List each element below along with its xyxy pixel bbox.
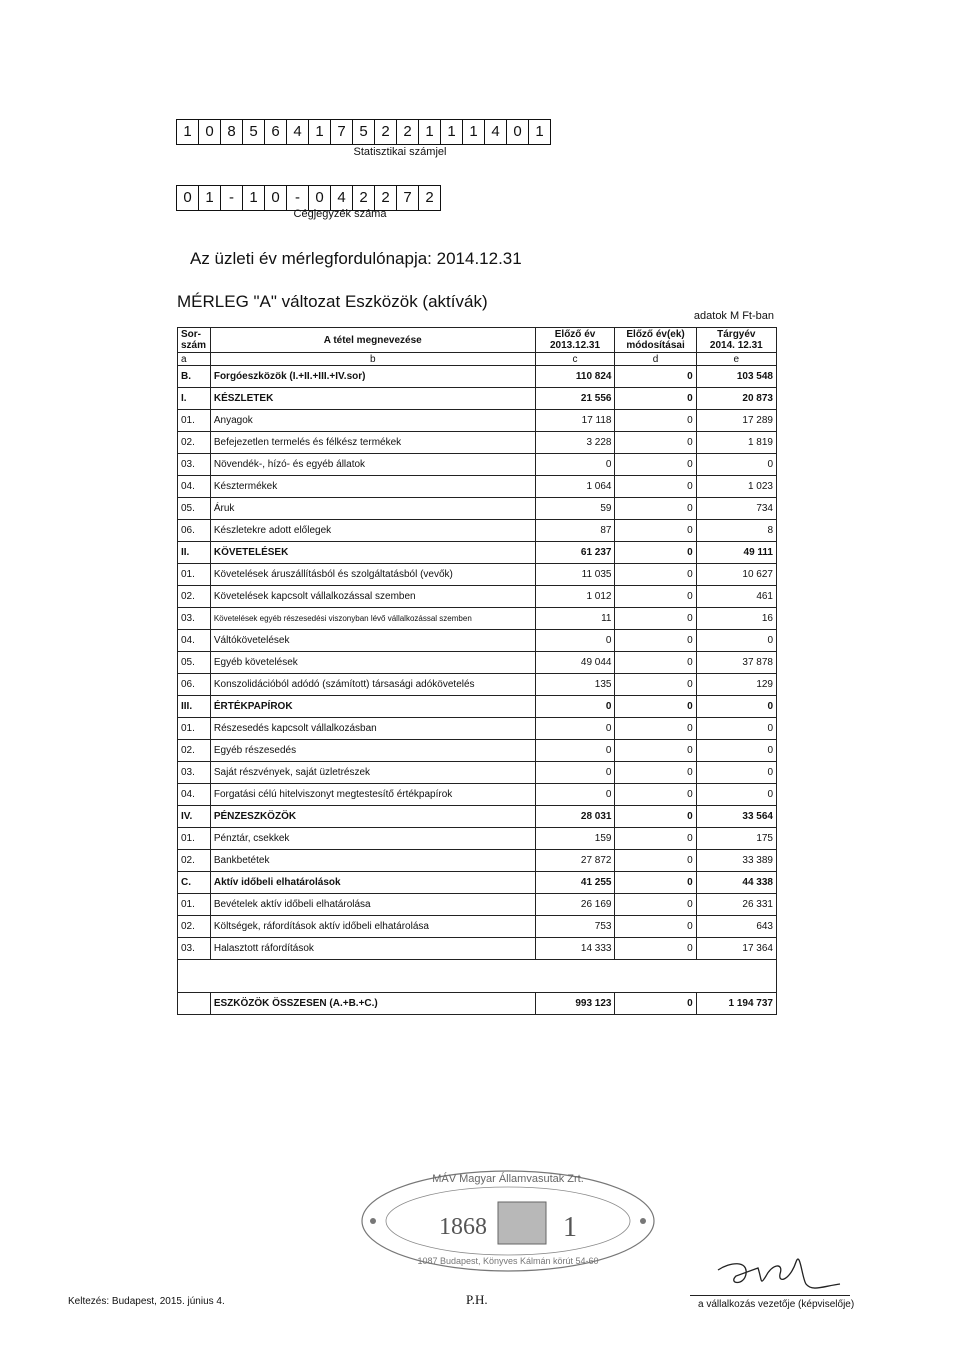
reg-digit: 0 bbox=[177, 186, 199, 210]
row-current-year: 461 bbox=[696, 586, 776, 608]
table-row bbox=[178, 872, 777, 894]
stat-digit: 5 bbox=[353, 120, 375, 144]
stat-digit: 0 bbox=[199, 120, 221, 144]
table-row bbox=[178, 718, 777, 740]
reg-digit: 1 bbox=[199, 186, 221, 210]
table-row bbox=[178, 366, 777, 388]
row-prev-year: 87 bbox=[535, 520, 615, 542]
row-name: Aktív időbeli elhatárolások bbox=[210, 872, 535, 894]
stat-digit: 4 bbox=[287, 120, 309, 144]
row-modification: 0 bbox=[615, 630, 696, 652]
table-row bbox=[178, 806, 777, 828]
table-row bbox=[178, 498, 777, 520]
row-prev-year: 0 bbox=[535, 696, 615, 718]
row-prev-year: 1 012 bbox=[535, 586, 615, 608]
row-name: Részesedés kapcsolt vállalkozásban bbox=[210, 718, 535, 740]
total-code bbox=[178, 993, 211, 1015]
row-prev-year: 0 bbox=[535, 454, 615, 476]
row-code: 05. bbox=[178, 498, 211, 520]
table-row bbox=[178, 564, 777, 586]
row-modification: 0 bbox=[615, 520, 696, 542]
row-prev-year: 11 035 bbox=[535, 564, 615, 586]
row-modification: 0 bbox=[615, 476, 696, 498]
row-code: 03. bbox=[178, 608, 211, 630]
row-modification: 0 bbox=[615, 366, 696, 388]
row-modification: 0 bbox=[615, 850, 696, 872]
stamp-top: MÁV Magyar Államvasutak Zrt. bbox=[432, 1173, 584, 1185]
row-name: KÉSZLETEK bbox=[210, 388, 535, 410]
row-current-year: 33 389 bbox=[696, 850, 776, 872]
row-current-year: 0 bbox=[696, 784, 776, 806]
balance-sheet-table bbox=[177, 327, 777, 1015]
row-modification: 0 bbox=[615, 674, 696, 696]
stat-digit: 1 bbox=[309, 120, 331, 144]
reg-digit: 0 bbox=[265, 186, 287, 210]
row-code: 01. bbox=[178, 894, 211, 916]
row-current-year: 0 bbox=[696, 762, 776, 784]
row-modification: 0 bbox=[615, 652, 696, 674]
row-code: 06. bbox=[178, 674, 211, 696]
stat-digit: 8 bbox=[221, 120, 243, 144]
row-prev-year: 0 bbox=[535, 630, 615, 652]
row-code: I. bbox=[178, 388, 211, 410]
stamp-bottom: 1087 Budapest, Könyves Kálmán körút 54-60 bbox=[417, 1256, 599, 1266]
stat-digit: 4 bbox=[485, 120, 507, 144]
total-modification: 0 bbox=[615, 993, 696, 1015]
stat-digit: 1 bbox=[177, 120, 199, 144]
row-name: Követelések egyéb részesedési viszonyban lévő vállalkozással szemben bbox=[210, 608, 535, 630]
place-date: Keltezés: Budapest, 2015. június 4. bbox=[68, 1296, 225, 1307]
table-row bbox=[178, 938, 777, 960]
total-name: ESZKÖZÖK ÖSSZESEN (A.+B.+C.) bbox=[210, 993, 535, 1015]
row-current-year: 0 bbox=[696, 454, 776, 476]
table-row bbox=[178, 894, 777, 916]
row-name: PÉNZESZKÖZÖK bbox=[210, 806, 535, 828]
row-name: Késztermékek bbox=[210, 476, 535, 498]
row-prev-year: 27 872 bbox=[535, 850, 615, 872]
row-current-year: 175 bbox=[696, 828, 776, 850]
row-modification: 0 bbox=[615, 542, 696, 564]
row-name: Bankbetétek bbox=[210, 850, 535, 872]
header-letter: a bbox=[178, 353, 211, 366]
row-code: 01. bbox=[178, 564, 211, 586]
row-modification: 0 bbox=[615, 388, 696, 410]
reg-digit: 4 bbox=[331, 186, 353, 210]
row-code: 02. bbox=[178, 850, 211, 872]
row-prev-year: 1 064 bbox=[535, 476, 615, 498]
row-name: ÉRTÉKPAPÍROK bbox=[210, 696, 535, 718]
row-current-year: 1 023 bbox=[696, 476, 776, 498]
stat-digit: 1 bbox=[441, 120, 463, 144]
stat-digit: 7 bbox=[331, 120, 353, 144]
row-current-year: 734 bbox=[696, 498, 776, 520]
table-row bbox=[178, 454, 777, 476]
row-modification: 0 bbox=[615, 916, 696, 938]
row-current-year: 0 bbox=[696, 740, 776, 762]
total-current-year: 1 194 737 bbox=[696, 993, 776, 1015]
row-code: 04. bbox=[178, 630, 211, 652]
row-modification: 0 bbox=[615, 564, 696, 586]
row-name: Pénztár, csekkek bbox=[210, 828, 535, 850]
row-current-year: 0 bbox=[696, 696, 776, 718]
row-current-year: 129 bbox=[696, 674, 776, 696]
row-modification: 0 bbox=[615, 806, 696, 828]
row-code: 02. bbox=[178, 916, 211, 938]
row-current-year: 49 111 bbox=[696, 542, 776, 564]
row-code: 06. bbox=[178, 520, 211, 542]
stat-digit: 2 bbox=[375, 120, 397, 144]
row-prev-year: 21 556 bbox=[535, 388, 615, 410]
row-modification: 0 bbox=[615, 410, 696, 432]
row-prev-year: 0 bbox=[535, 740, 615, 762]
row-current-year: 44 338 bbox=[696, 872, 776, 894]
row-code: 01. bbox=[178, 828, 211, 850]
reg-number-caption: Cégjegyzék száma bbox=[293, 208, 387, 220]
total-prev-year: 993 123 bbox=[535, 993, 615, 1015]
table-row bbox=[178, 652, 777, 674]
balance-rows bbox=[178, 366, 777, 1015]
row-name: Forgatási célú hitelviszonyt megtestesítő értékpapírok bbox=[210, 784, 535, 806]
row-name: Egyéb követelések bbox=[210, 652, 535, 674]
row-code: II. bbox=[178, 542, 211, 564]
header-item-name: A tétel megnevezése bbox=[210, 328, 535, 353]
stat-digit: 0 bbox=[507, 120, 529, 144]
header-current-year: Tárgyév 2014. 12.31 bbox=[696, 328, 776, 353]
row-modification: 0 bbox=[615, 498, 696, 520]
ph-mark: P.H. bbox=[466, 1292, 488, 1307]
turning-date: Az üzleti év mérlegfordulónapja: 2014.12.31 bbox=[190, 249, 522, 268]
row-name: Forgóeszközök (I.+II.+III.+IV.sor) bbox=[210, 366, 535, 388]
table-row bbox=[178, 542, 777, 564]
row-name: Halasztott ráfordítások bbox=[210, 938, 535, 960]
company-stamp bbox=[358, 1168, 658, 1274]
table-row bbox=[178, 740, 777, 762]
header-letter: c bbox=[535, 353, 615, 366]
unit-note: adatok M Ft-ban bbox=[693, 310, 774, 322]
row-current-year: 33 564 bbox=[696, 806, 776, 828]
reg-digit: 2 bbox=[425, 189, 434, 206]
table-row bbox=[178, 432, 777, 454]
row-code: 03. bbox=[178, 762, 211, 784]
stat-digit: 1 bbox=[419, 120, 441, 144]
row-modification: 0 bbox=[615, 872, 696, 894]
row-current-year: 643 bbox=[696, 916, 776, 938]
header-prev-modifications: Előző év(ek) módosításai bbox=[615, 328, 696, 353]
row-name: KÖVETELÉSEK bbox=[210, 542, 535, 564]
table-row bbox=[178, 674, 777, 696]
row-prev-year: 0 bbox=[535, 762, 615, 784]
row-modification: 0 bbox=[615, 454, 696, 476]
row-modification: 0 bbox=[615, 608, 696, 630]
row-current-year: 103 548 bbox=[696, 366, 776, 388]
table-row bbox=[178, 828, 777, 850]
row-name: Váltókövetelések bbox=[210, 630, 535, 652]
row-prev-year: 0 bbox=[535, 718, 615, 740]
row-current-year: 0 bbox=[696, 630, 776, 652]
row-prev-year: 3 228 bbox=[535, 432, 615, 454]
row-current-year: 20 873 bbox=[696, 388, 776, 410]
signature-line bbox=[690, 1295, 850, 1296]
row-name: Bevételek aktív időbeli elhatárolása bbox=[210, 894, 535, 916]
page-title: MÉRLEG "A" változat Eszközök (aktívák) bbox=[177, 292, 488, 311]
row-name: Költségek, ráfordítások aktív időbeli elhatárolása bbox=[210, 916, 535, 938]
row-code: 03. bbox=[178, 454, 211, 476]
row-modification: 0 bbox=[615, 718, 696, 740]
row-code: 02. bbox=[178, 432, 211, 454]
row-current-year: 26 331 bbox=[696, 894, 776, 916]
table-row bbox=[178, 784, 777, 806]
row-name: Egyéb részesedés bbox=[210, 740, 535, 762]
stat-digit: 2 bbox=[397, 120, 419, 144]
row-code: B. bbox=[178, 366, 211, 388]
reg-digit: 0 bbox=[309, 186, 331, 210]
row-code: 02. bbox=[178, 586, 211, 608]
stamp-numeral: 1 bbox=[563, 1212, 577, 1243]
row-code: C. bbox=[178, 872, 211, 894]
row-prev-year: 753 bbox=[535, 916, 615, 938]
header-letter: d bbox=[615, 353, 696, 366]
header-letter: b bbox=[210, 353, 535, 366]
row-modification: 0 bbox=[615, 432, 696, 454]
table-row bbox=[178, 608, 777, 630]
row-name: Készletekre adott előlegek bbox=[210, 520, 535, 542]
row-name: Növendék-, hízó- és egyéb állatok bbox=[210, 454, 535, 476]
row-name: Befejezetlen termelés és félkész termékek bbox=[210, 432, 535, 454]
row-prev-year: 28 031 bbox=[535, 806, 615, 828]
row-name: Követelések kapcsolt vállalkozással szemben bbox=[210, 586, 535, 608]
row-code: 05. bbox=[178, 652, 211, 674]
stat-number-caption: Statisztikai számjel bbox=[353, 146, 447, 158]
reg-digit: 7 bbox=[397, 186, 419, 210]
row-current-year: 0 bbox=[696, 718, 776, 740]
row-modification: 0 bbox=[615, 784, 696, 806]
stat-digit: 5 bbox=[243, 120, 265, 144]
row-current-year: 16 bbox=[696, 608, 776, 630]
row-prev-year: 135 bbox=[535, 674, 615, 696]
stat-number-digits bbox=[176, 119, 551, 145]
table-gap-cell bbox=[178, 960, 777, 993]
row-code: 01. bbox=[178, 410, 211, 432]
row-code: 04. bbox=[178, 476, 211, 498]
table-row bbox=[178, 520, 777, 542]
row-prev-year: 59 bbox=[535, 498, 615, 520]
table-row bbox=[178, 388, 777, 410]
table-row bbox=[178, 850, 777, 872]
reg-digit: 2 bbox=[353, 186, 375, 210]
signature bbox=[700, 1240, 860, 1296]
row-modification: 0 bbox=[615, 894, 696, 916]
row-modification: 0 bbox=[615, 828, 696, 850]
reg-digit: - bbox=[287, 186, 309, 210]
row-prev-year: 0 bbox=[535, 784, 615, 806]
reg-digit: 2 bbox=[375, 186, 397, 210]
row-prev-year: 159 bbox=[535, 828, 615, 850]
row-name: Anyagok bbox=[210, 410, 535, 432]
row-modification: 0 bbox=[615, 586, 696, 608]
row-modification: 0 bbox=[615, 938, 696, 960]
table-row bbox=[178, 410, 777, 432]
row-name: Áruk bbox=[210, 498, 535, 520]
row-prev-year: 61 237 bbox=[535, 542, 615, 564]
row-code: III. bbox=[178, 696, 211, 718]
signer-caption: a vállalkozás vezetője (képviselője) bbox=[698, 1299, 855, 1310]
row-current-year: 10 627 bbox=[696, 564, 776, 586]
row-modification: 0 bbox=[615, 696, 696, 718]
row-current-year: 17 289 bbox=[696, 410, 776, 432]
row-prev-year: 41 255 bbox=[535, 872, 615, 894]
row-prev-year: 26 169 bbox=[535, 894, 615, 916]
row-name: Követelések áruszállításból és szolgáltatásból (vevők) bbox=[210, 564, 535, 586]
row-current-year: 37 878 bbox=[696, 652, 776, 674]
row-prev-year: 14 333 bbox=[535, 938, 615, 960]
row-name: Saját részvények, saját üzletrészek bbox=[210, 762, 535, 784]
header-letter: e bbox=[696, 353, 776, 366]
table-gap bbox=[178, 960, 777, 993]
reg-digit: - bbox=[221, 186, 243, 210]
row-prev-year: 110 824 bbox=[535, 366, 615, 388]
table-row bbox=[178, 586, 777, 608]
row-code: IV. bbox=[178, 806, 211, 828]
total-row bbox=[178, 993, 777, 1015]
row-current-year: 1 819 bbox=[696, 432, 776, 454]
row-code: 02. bbox=[178, 740, 211, 762]
table-row bbox=[178, 916, 777, 938]
stat-digit: 1 bbox=[463, 120, 485, 144]
stat-number-box bbox=[176, 119, 551, 145]
row-code: 03. bbox=[178, 938, 211, 960]
header-row-number: Sor- szám bbox=[178, 328, 211, 353]
row-modification: 0 bbox=[615, 762, 696, 784]
table-row bbox=[178, 762, 777, 784]
stamp-year: 1868 bbox=[439, 1214, 487, 1240]
reg-digit: 1 bbox=[243, 186, 265, 210]
row-name: Konszolidációból adódó (számított) társasági adókövetelés bbox=[210, 674, 535, 696]
table-row bbox=[178, 696, 777, 718]
row-prev-year: 49 044 bbox=[535, 652, 615, 674]
table-row bbox=[178, 476, 777, 498]
row-code: 04. bbox=[178, 784, 211, 806]
row-prev-year: 17 118 bbox=[535, 410, 615, 432]
row-code: 01. bbox=[178, 718, 211, 740]
row-current-year: 8 bbox=[696, 520, 776, 542]
table-row bbox=[178, 630, 777, 652]
row-modification: 0 bbox=[615, 740, 696, 762]
header-prev-year: Előző év 2013.12.31 bbox=[535, 328, 615, 353]
row-prev-year: 11 bbox=[535, 608, 615, 630]
stat-digit: 6 bbox=[265, 120, 287, 144]
stat-digit: 1 bbox=[535, 123, 544, 140]
row-current-year: 17 364 bbox=[696, 938, 776, 960]
